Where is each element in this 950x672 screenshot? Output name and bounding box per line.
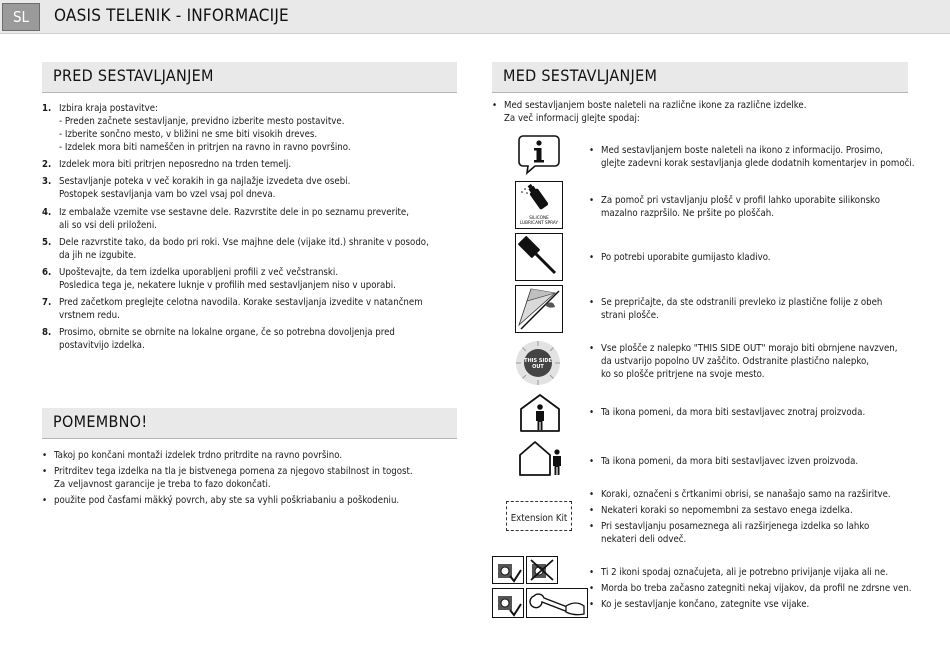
info-description: • Med sestavljanjem boste naleteli na ikono z informacijo. Prosimo, glejte zadevni korak sestavljanja glede dodatnih komentarjev in pomoči. — [589, 145, 915, 169]
important-list — [42, 449, 462, 510]
list-item: • Ti 2 ikoni spodaj označujeta, ali je potrebno privijanje vijaka ali ne. — [589, 567, 889, 578]
inside-description: • Ta ikona pomeni, da mora biti sestavljavec znotraj proizvoda. — [589, 407, 866, 418]
step-item: 5. Dele razvrstite tako, da bodo pri roki. Vse majhne dele (vijake itd.) shranite v posodo, da jih ne izgubite. — [42, 236, 429, 261]
section-title: PRED SESTAVLJANJEM — [53, 66, 214, 85]
list-item: • Pri sestavljanju posameznega ali razširjenega izdelka so lahko nekateri deli odveč. — [589, 521, 870, 545]
section-header-during-assembly — [492, 62, 908, 93]
intro-list — [492, 99, 912, 128]
outside-description: • Ta ikona pomeni, da mora biti sestavljavec izven proizvoda. — [589, 456, 859, 467]
step-item: 4. Iz embalaže vzemite vse sestavne dele. Razvrstite dele in po seznamu preverite, ali so vsi deli priloženi. — [42, 206, 409, 231]
assembly-steps-list — [42, 102, 457, 357]
side-label: OUT — [532, 364, 544, 370]
spray-description: • Za pomoč pri vstavljanju plošč v profil lahko uporabite silikonsko mazalno razpršilo. Ne pršite po ploščah. — [589, 195, 880, 219]
this-side-out-icon — [514, 339, 562, 387]
screws-list — [589, 566, 919, 614]
step-item: 1. Izbira kraja postavitve: - Preden začnete sestavljanje, previdno izberite mesto postavitve. - Izberite sončno mesto, v bližini ne sme biti visokih dreves. - Izdelek mora biti nameščen in pritrjen na ravno in ravno površino. — [42, 103, 351, 153]
assembler-outside-icon — [518, 439, 564, 477]
list-item: • Nekateri koraki so nepomembni za sestavo enega izdelka. — [589, 505, 853, 516]
section-title: MED SESTAVLJANJEM — [503, 66, 658, 85]
step-item: 3. Sestavljanje poteka v več korakih in ga najlažje izvedeta dve osebi. Postopek sestavljanja vam bo vzel vsaj pol dneva. — [42, 176, 351, 201]
document-title: OASIS TELENIK - INFORMACIJE — [54, 6, 289, 26]
step-item: 8. Prosimo, obrnite se obrnite na lokalne organe, če so potrebna dovoljenja pred postavitvijo izdelka. — [42, 327, 395, 352]
step-item: 6. Upoštevajte, da tem izdelka uporabljeni profili z več večstranski. Posledica tega je, nekatere luknje v profilih med sestavljanjem niso v uporabi. — [42, 266, 396, 291]
mallet-description: • Po potrebi uporabite gumijasto kladivo. — [589, 252, 771, 263]
screw-temporary-icon — [492, 588, 524, 618]
list-item: • Takoj po končani montaži izdelek trdno pritrdite na ravno površino. — [42, 450, 343, 461]
list-item: • Koraki, označeni s črtkanimi obrisi, se nanašajo samo na razširitve. — [589, 489, 891, 500]
silicone-spray-icon — [515, 181, 563, 229]
extension-kit-icon — [506, 501, 572, 531]
film-description: • Se prepričajte, da ste odstranili prevleko iz plastične folije z obeh strani plošče. — [589, 297, 883, 321]
extension-kit-label: Extension Kit — [510, 513, 568, 524]
step-item: 7. Pred začetkom preglejte celotna navodila. Korake sestavljanja izvedite v natančnem vrstnem redu. — [42, 297, 423, 322]
screw-no-tighten-icon — [526, 556, 558, 584]
info-icon — [517, 132, 561, 176]
rubber-mallet-icon — [515, 233, 563, 281]
section-title: POMEMBNO! — [53, 412, 148, 431]
side-out-description: • Vse plošče z nalepko "THIS SIDE OUT" morajo biti obrnjene navzven, da ustvarijo popolno UV zaščito. Odstranite plastično nalepko, ko so plošče pritrjene na svoje mesto. — [589, 343, 898, 380]
step-item: 2. Izdelek mora biti pritrjen neposredno na trden temelj. — [42, 159, 292, 171]
side-label: THIS SIDE — [524, 358, 552, 364]
list-item: • Pritrditev tega izdelka na tla je bistvenega pomena za njegovo stabilnost in togost. Za veljavnost garancije je treba to fazo dokončati. — [42, 466, 413, 490]
section-header-important — [42, 408, 457, 439]
protective-film-icon — [515, 285, 563, 333]
list-item: • Morda bo treba začasno zategniti nekaj vijakov, da profil ne zdrsne ven. — [589, 583, 912, 594]
spray-label: LUBRICANT SPRAY — [519, 220, 559, 225]
wrench-icon — [526, 588, 588, 618]
list-item: • použite pod časťami mäkký povrch, aby ste sa vyhli poškriabaniu a poškodeniu. — [42, 495, 400, 506]
assembler-inside-icon — [518, 393, 562, 433]
top-bar — [0, 0, 950, 34]
section-header-before-assembly — [42, 62, 457, 93]
spray-label: SILICONE — [529, 215, 549, 220]
list-item: • Med sestavljanjem boste naleteli na različne ikone za različne izdelke. Za več informacij glejte spodaj: — [492, 100, 807, 124]
list-item: • Ko je sestavljanje končano, zategnite vse vijake. — [589, 599, 810, 610]
screw-tighten-icon — [492, 556, 524, 584]
language-badge: SL — [2, 3, 40, 31]
extension-list — [589, 488, 919, 549]
